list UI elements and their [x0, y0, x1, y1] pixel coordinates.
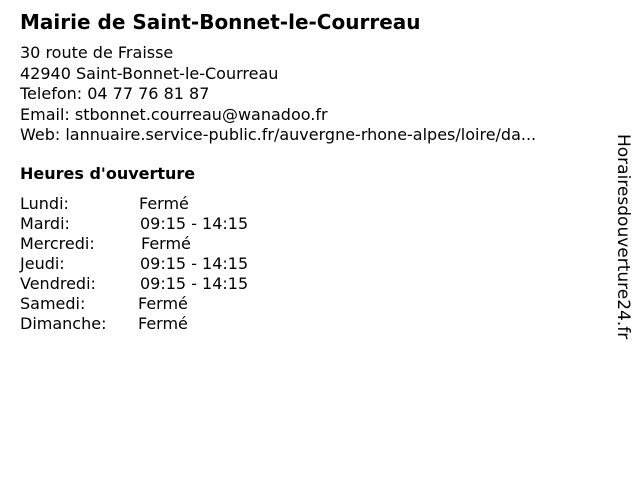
opening-time: Fermé	[138, 314, 188, 333]
page-title: Mairie de Saint-Bonnet-le-Courreau	[20, 10, 421, 34]
contact-block	[20, 43, 536, 146]
email-address: Email: stbonnet.courreau@wanadoo.fr	[20, 104, 328, 124]
hours-row-saturday	[20, 294, 248, 314]
hours-row-friday	[20, 274, 248, 294]
opening-time: Fermé	[141, 234, 191, 253]
opening-time: 09:15 - 14:15	[140, 254, 249, 273]
hours-row-sunday	[20, 314, 248, 334]
opening-time: 09:15 - 14:15	[140, 214, 249, 233]
web-link: Web: lannuaire.service-public.fr/auvergne-rhone-alpes/loire/da...	[20, 125, 537, 144]
day-label: Mercredi:	[20, 234, 95, 253]
address-street: 30 route de Fraisse	[20, 43, 174, 62]
day-label: Samedi:	[20, 294, 86, 313]
hours-heading: Heures d'ouverture	[20, 164, 196, 183]
hours-row-tuesday	[20, 214, 248, 234]
day-label: Dimanche:	[20, 314, 107, 333]
hours-row-monday	[20, 194, 248, 214]
day-label: Vendredi:	[20, 274, 96, 293]
hours-list	[20, 194, 248, 334]
day-label: Mardi:	[20, 214, 70, 233]
phone-number: Telefon: 04 77 76 81 87	[20, 84, 210, 103]
day-label: Jeudi:	[20, 254, 65, 273]
opening-time: Fermé	[138, 294, 188, 313]
hours-row-thursday	[20, 254, 248, 274]
opening-time: Fermé	[139, 194, 189, 213]
hours-row-wednesday	[20, 234, 248, 254]
address-city: 42940 Saint-Bonnet-le-Courreau	[20, 63, 279, 83]
day-label: Lundi:	[20, 194, 69, 213]
opening-time: 09:15 - 14:15	[140, 274, 249, 293]
site-brand: Horairesdouverture24.fr	[613, 134, 633, 340]
